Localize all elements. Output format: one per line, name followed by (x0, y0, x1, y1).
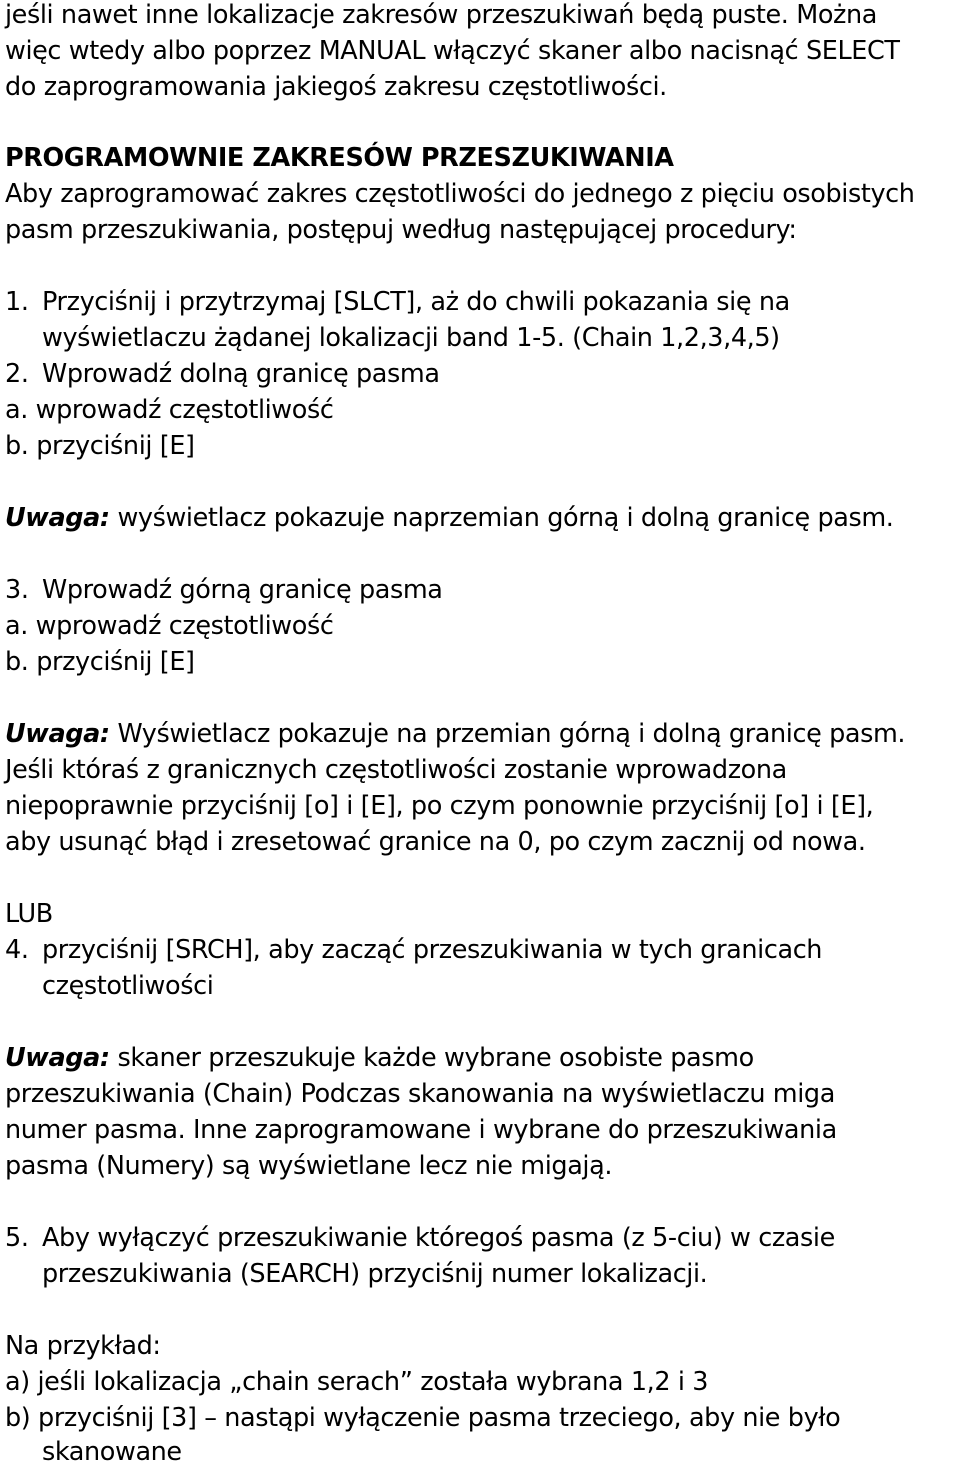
note-3-line-3: numer pasma. Inne zaprogramowane i wybrane do przeszukiwania (5, 1115, 837, 1145)
step-3-sub-b: b. przyciśnij [E] (5, 647, 195, 677)
note-3-text: skaner przeszukuje każde wybrane osobiste pasmo (109, 1043, 754, 1073)
step-4-number: 4. (5, 935, 29, 965)
step-1-line-2: wyświetlaczu żądanej lokalizacji band 1-5. (Chain 1,2,3,4,5) (42, 323, 780, 353)
note-2-line-3: niepoprawnie przyciśnij [o] i [E], po czym ponownie przyciśnij [o] i [E], (5, 791, 874, 821)
step-2-text: Wprowadź dolną granicę pasma (42, 359, 440, 389)
step-1-number: 1. (5, 287, 29, 317)
intro-line-3: do zaprogramowania jakiegoś zakresu częstotliwości. (5, 72, 667, 102)
example-a: a) jeśli lokalizacja „chain serach” została wybrana 1,2 i 3 (5, 1367, 709, 1397)
example-heading: Na przykład: (5, 1331, 161, 1361)
section-heading: PROGRAMOWNIE ZAKRESÓW PRZESZUKIWANIA (5, 143, 674, 173)
note-1 (5, 500, 894, 536)
step-3-text: Wprowadź górną granicę pasma (42, 575, 443, 605)
section-line-2: pasm przeszukiwania, postępuj według następującej procedury: (5, 215, 797, 245)
step-2-sub-b: b. przyciśnij [E] (5, 431, 195, 461)
lub-label: LUB (5, 899, 53, 929)
note-3-line-2: przeszukiwania (Chain) Podczas skanowania na wyświetlaczu miga (5, 1079, 835, 1109)
note-3-label: Uwaga: (5, 1043, 110, 1073)
note-2-line-4: aby usunąć błąd i zresetować granice na 0, po czym zacznij od nowa. (5, 827, 866, 857)
step-5-line-1: Aby wyłączyć przeszukiwanie któregoś pasma (z 5-ciu) w czasie (42, 1223, 835, 1253)
note-3 (5, 1040, 754, 1076)
note-2-text: Wyświetlacz pokazuje na przemian górną i dolną granicę pasm. (109, 719, 906, 749)
intro-line-1: jeśli nawet inne lokalizacje zakresów przeszukiwań będą puste. Można (5, 0, 877, 30)
example-b-line-2: skanowane (42, 1437, 182, 1467)
note-2-label: Uwaga: (5, 719, 110, 749)
step-2-number: 2. (5, 359, 29, 389)
step-5-line-2: przeszukiwania (SEARCH) przyciśnij numer lokalizacji. (42, 1259, 708, 1289)
note-2-line-2: Jeśli któraś z granicznych częstotliwości zostanie wprowadzona (5, 755, 787, 785)
step-2-sub-a: a. wprowadź częstotliwość (5, 395, 334, 425)
step-1-line-1: Przyciśnij i przytrzymaj [SLCT], aż do chwili pokazania się na (42, 287, 790, 317)
step-3-number: 3. (5, 575, 29, 605)
step-4-line-2: częstotliwości (42, 971, 214, 1001)
note-2 (5, 716, 905, 752)
step-5-number: 5. (5, 1223, 29, 1253)
section-line-1: Aby zaprogramować zakres częstotliwości do jednego z pięciu osobistych (5, 179, 915, 209)
example-b-line-1: b) przyciśnij [3] – nastąpi wyłączenie pasma trzeciego, aby nie było (5, 1403, 841, 1433)
step-4-line-1: przyciśnij [SRCH], aby zacząć przeszukiwania w tych granicach (42, 935, 823, 965)
intro-line-2: więc wtedy albo poprzez MANUAL włączyć skaner albo nacisnąć SELECT (5, 36, 900, 66)
note-1-label: Uwaga: (5, 503, 110, 533)
step-3-sub-a: a. wprowadź częstotliwość (5, 611, 334, 641)
note-3-line-4: pasma (Numery) są wyświetlane lecz nie migają. (5, 1151, 613, 1181)
note-1-text: wyświetlacz pokazuje naprzemian górną i dolną granicę pasm. (109, 503, 894, 533)
